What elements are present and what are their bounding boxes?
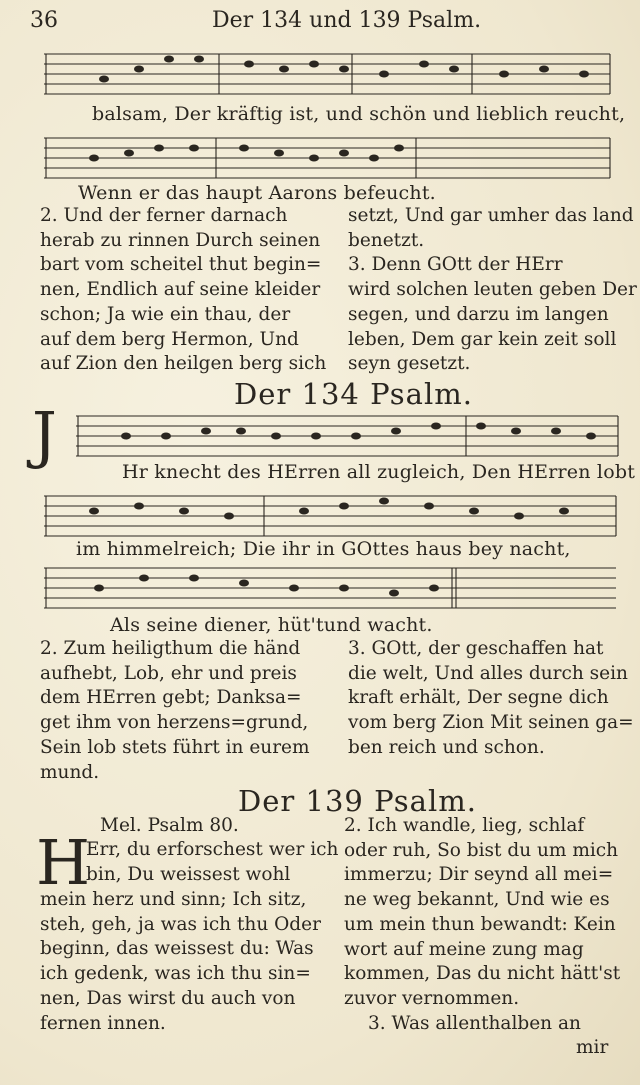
verse-line: immerzu; Dir seynd all mei= [344,864,614,886]
verse-line: nen, Das wirst du auch von [40,987,296,1009]
psalm-134-lyrics-2: im himmelreich; Die ihr in GOttes haus bey nacht, [76,538,571,560]
verse-3-column [348,204,640,377]
verse-line: auf dem berg Hermon, Und [40,328,299,350]
verse-line: beginn, das weissest du: Was [40,938,314,960]
verse-line: ben reich und schon. [348,736,545,758]
staff-1-lyrics: balsam, Der kräftig ist, und schön und lieblich reucht, [92,103,626,125]
verse-line: mund. [40,761,100,783]
drop-cap: J [32,398,57,471]
verse-line: bin, Du weissest wohl [86,863,291,885]
verse-line: kraft erhält, Der segne dich [348,687,609,709]
verse-line: leben, Dem gar kein zeit soll [348,328,617,350]
psalm-139-opening [86,838,338,887]
psalm-134-title: Der 134 Psalm. [234,377,473,411]
verse-line: 3. Denn GOtt der HErr [348,254,563,276]
verse-line: 2. Und der ferner darnach [40,205,288,226]
verse-line: ich gedenk, was ich thu sin= [40,963,311,985]
verse-line: 2. Ich wandle, lieg, schlaf [344,815,585,836]
psalm-134-lyrics-3: Als seine diener, hüt'tund wacht. [110,614,433,636]
verse-line: oder ruh, So bist du um mich [344,839,619,861]
verse-line: segen, und darzu im langen [348,303,609,325]
verse-line: 2. Zum heiligthum die händ [40,638,301,659]
melody-note: Mel. Psalm 80. [100,815,239,836]
verse-line: mein herz und sinn; Ich sitz, [40,889,307,910]
verse-line: vom berg Zion Mit seinen ga= [348,712,634,734]
psalm-139-title: Der 139 Psalm. [238,784,477,818]
staff-2-lyrics: Wenn er das haupt Aarons befeucht. [78,182,436,204]
verse-2-column [40,204,326,377]
verse-line: herab zu rinnen Durch seinen [40,229,321,251]
verse-line: die welt, Und alles durch sein [348,662,628,684]
verse-line: bart vom scheitel thut begin= [40,254,322,276]
verse-line: dem HErren gebt; Danksa= [40,687,302,709]
music-staff-2 [44,132,614,184]
verse-line: ne weg bekannt, Und wie es [344,889,610,911]
verse-line: nen, Endlich auf seine kleider [40,279,321,301]
psalm-134-lyrics-1: Hr knecht des HErren all zugleich, Den HErren lobt [122,461,636,483]
verse-line: Err, du erforschest wer ich [86,839,339,860]
verse-line: aufhebt, Lob, ehr und preis [40,662,297,684]
page-number: 36 [30,8,58,33]
verse-line: schon; Ja wie ein thau, der [40,303,291,325]
verse-line: kommen, Das du nicht hätt'st [344,963,621,985]
verse-line: um mein thun bewandt: Kein [344,913,616,935]
verse-line: fernen innen. [40,1012,166,1034]
verse-line: seyn gesetzt. [348,353,471,375]
psalm-139-verse-1 [40,888,321,1036]
verse-line: 3. Was allenthalben an [368,1012,581,1034]
verse-line: 3. GOtt, der geschaffen hat [348,638,604,659]
verse-line: setzt, Und gar umher das land [348,205,634,226]
verse-line: benetzt. [348,229,425,251]
music-staff-3 [76,410,622,462]
music-staff-1 [44,48,614,100]
psalm-134-verse-3 [348,637,640,761]
verse-line: Sein lob stets führt in eurem [40,736,310,758]
verse-line: steh, geh, ja was ich thu Oder [40,913,321,935]
verse-line: zuvor vernommen. [344,987,520,1009]
verse-line: get ihm von herzens=grund, [40,712,309,734]
catchword: mir [576,1037,609,1059]
verse-line: auf Zion den heilgen berg sich [40,353,327,375]
psalm-134-verse-2 [40,637,310,785]
verse-line: wird solchen leuten geben Der [348,279,637,301]
music-staff-5 [44,562,620,614]
psalm-139-verse-2-3 [344,814,640,1061]
running-head: Der 134 und 139 Psalm. [212,8,482,33]
music-staff-4 [44,490,620,542]
verse-line: wort auf meine zung mag [344,938,584,960]
drop-cap: H [36,826,91,899]
